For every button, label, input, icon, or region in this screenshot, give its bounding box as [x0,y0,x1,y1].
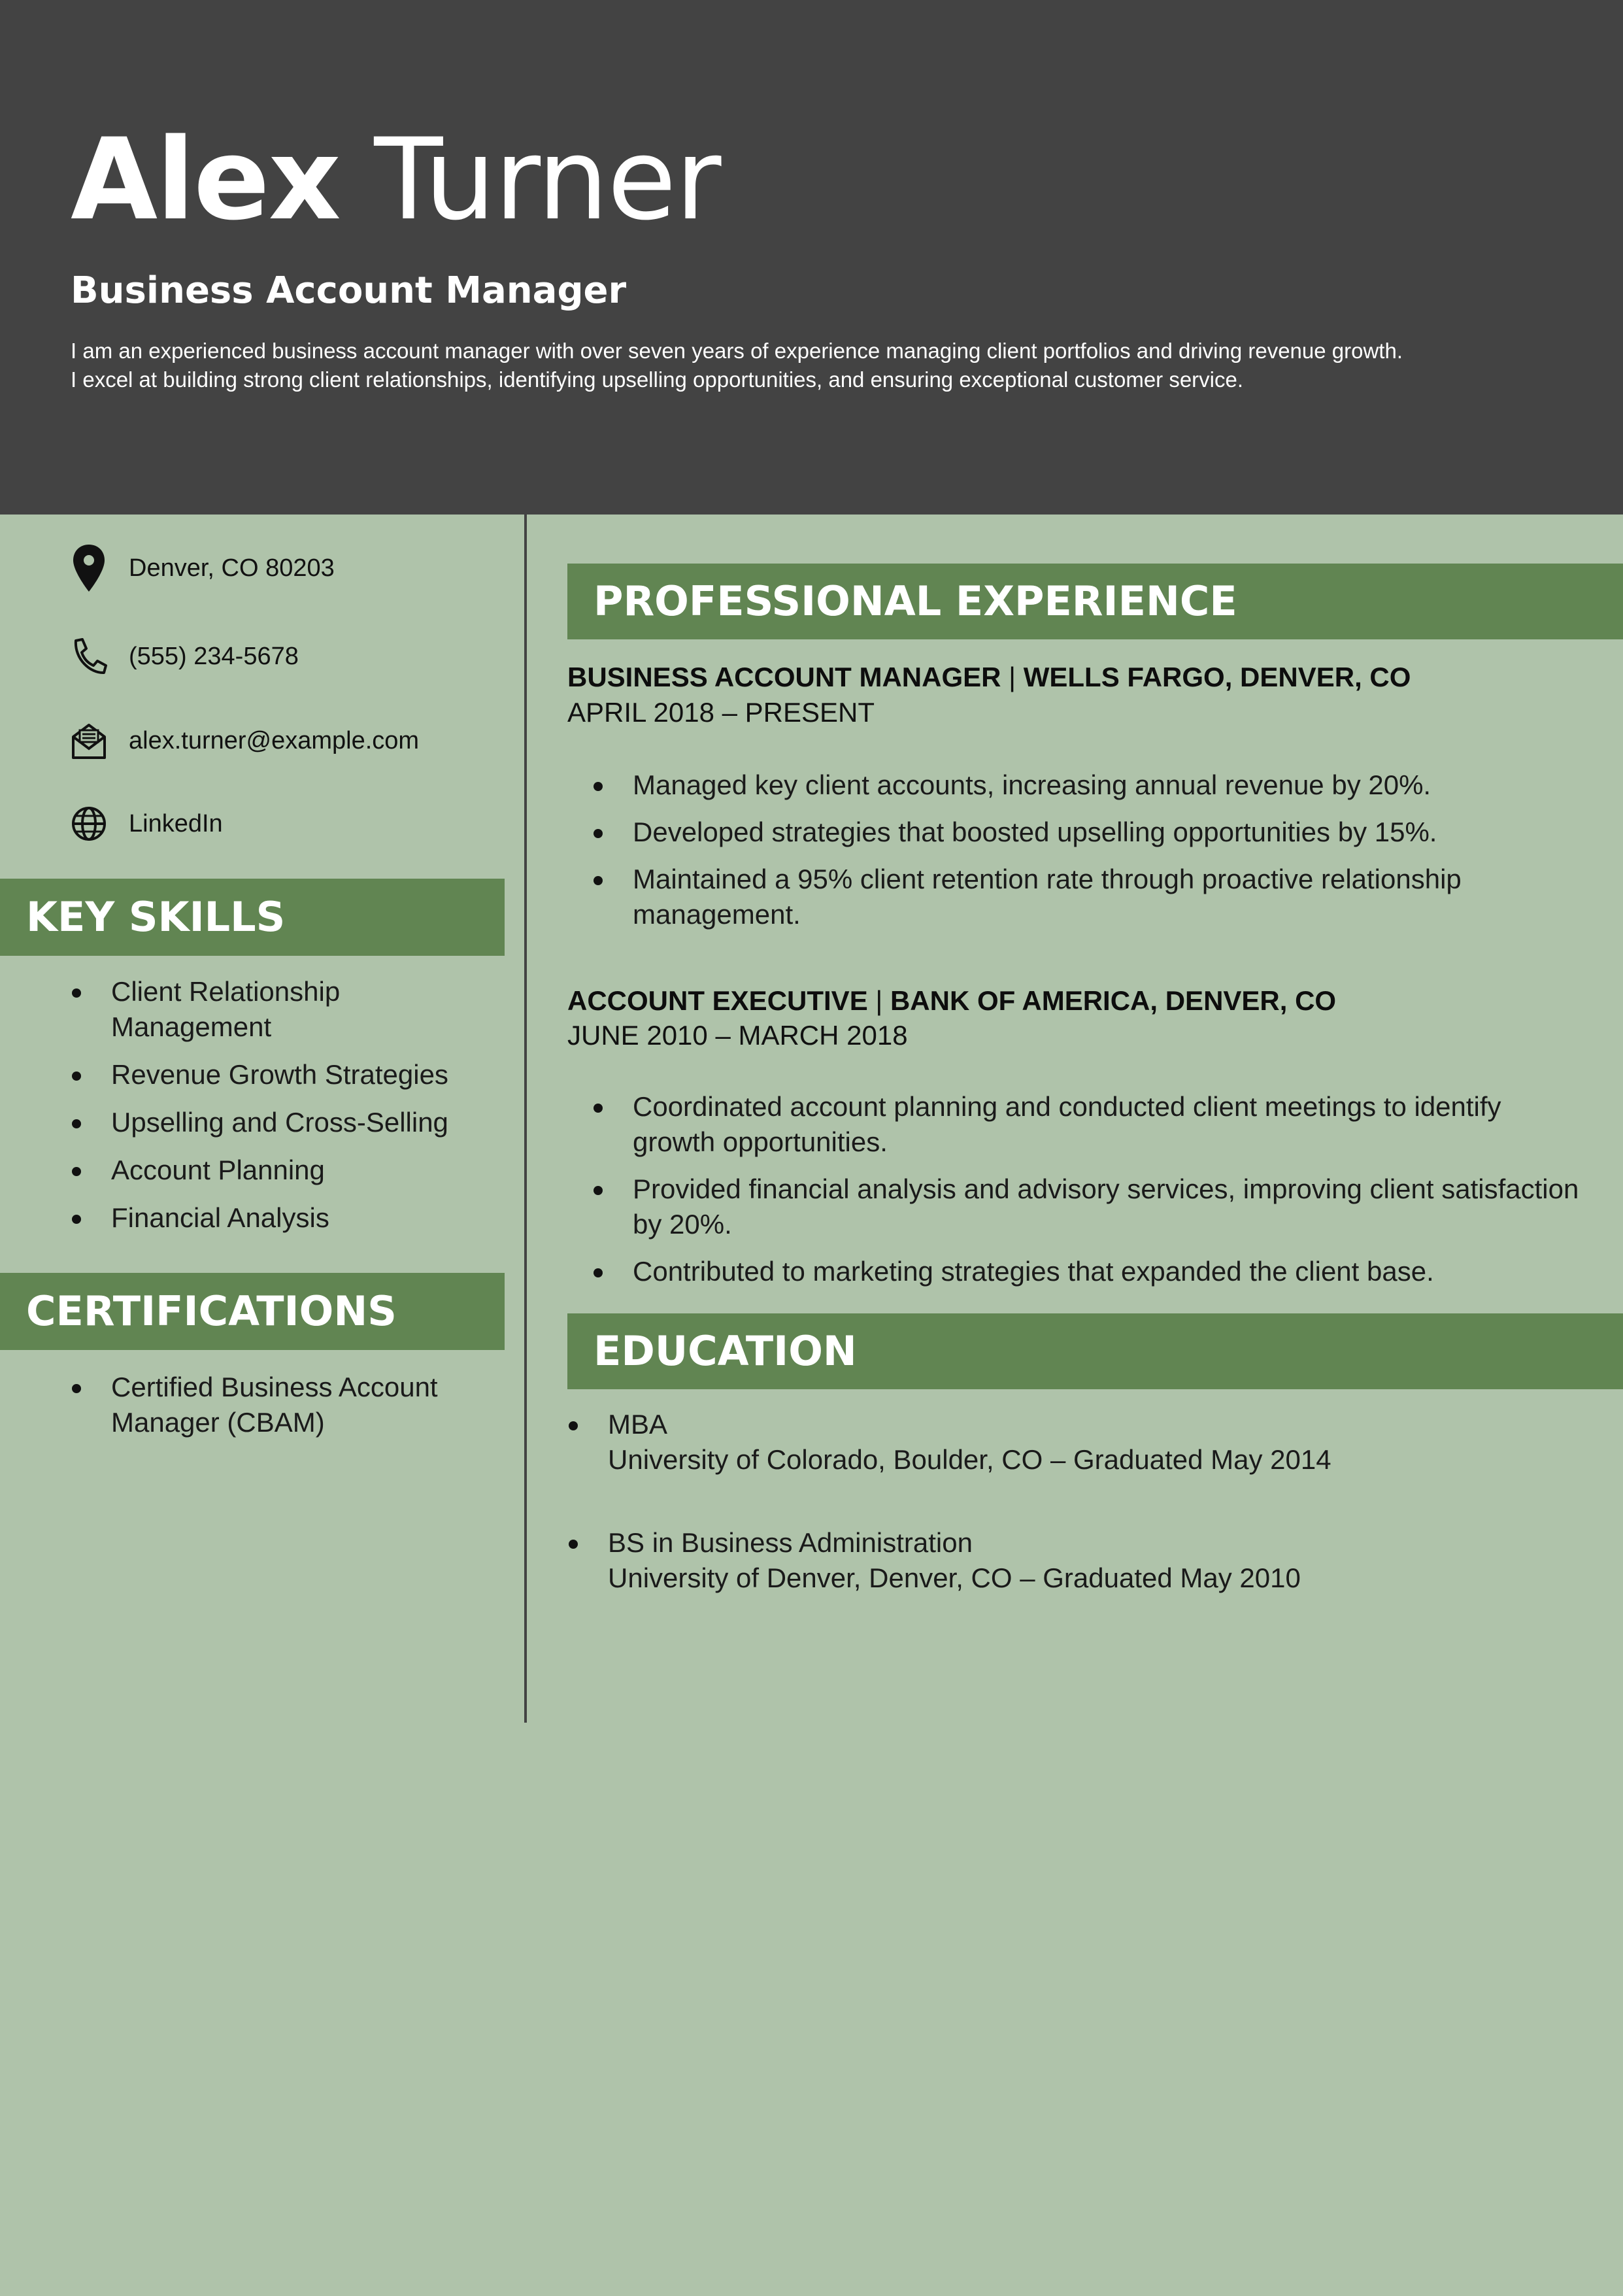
degree: MBA [608,1409,668,1440]
linkedin-text: LinkedIn [129,809,223,837]
job-company: WELLS FARGO, DENVER, CO [1023,662,1411,692]
job-duties-list [633,1089,1581,1301]
education-list [608,1407,1588,1644]
candidate-name [71,114,720,245]
degree: BS in Business Administration [608,1527,973,1558]
duty-item: Coordinated account planning and conducted client meetings to identify growth opportunities. [633,1089,1581,1160]
location-text: Denver, CO 80203 [129,554,335,582]
contact-linkedin [71,798,223,850]
summary-line: I excel at building strong client relationships, identifying upselling opportunities, and ensuring exceptional customer service. [71,367,1244,392]
contact-phone [71,630,299,683]
certifications-heading: CERTIFICATIONS [0,1273,505,1350]
skill-item: Client Relationship Management [111,974,503,1045]
job-role: BUSINESS ACCOUNT MANAGER [567,662,1001,692]
job-dates: JUNE 2010 – MARCH 2018 [567,1020,908,1051]
school: University of Denver, Denver, CO – Graduated May 2010 [608,1562,1301,1593]
resume-header [0,0,1623,515]
map-pin-icon [71,542,107,594]
phone-text: (555) 234-5678 [129,642,299,670]
duty-item: Maintained a 95% client retention rate through proactive relationship management. [633,862,1581,932]
separator: | [875,985,883,1016]
education-heading: EDUCATION [567,1313,1623,1389]
skill-item: Financial Analysis [111,1200,503,1236]
job-title: Business Account Manager [71,269,627,312]
duty-item: Managed key client accounts, increasing annual revenue by 20%. [633,768,1581,803]
experience-heading: PROFESSIONAL EXPERIENCE [567,564,1623,639]
job-duties-list [633,768,1581,944]
contact-email [71,715,419,767]
key-skills-heading: KEY SKILLS [0,879,505,956]
email-text: alex.turner@example.com [129,726,420,754]
education-item [608,1407,1588,1477]
education-item [608,1525,1588,1596]
last-name: Turner [374,114,720,245]
school: University of Colorado, Boulder, CO – Graduated May 2014 [608,1444,1331,1475]
separator: | [1009,662,1016,692]
skill-item: Revenue Growth Strategies [111,1057,503,1092]
duty-item: Provided financial analysis and advisory services, improving client satisfaction by 20%. [633,1172,1581,1242]
globe-icon [71,798,107,850]
job-heading [567,660,1411,694]
certifications-list [111,1370,503,1440]
certification-item: Certified Business Account Manager (CBAM) [111,1370,503,1440]
summary-line: I am an experienced business account manager with over seven years of experience managing client portfolios and driving revenue growth. [71,339,1403,363]
duty-item: Developed strategies that boosted upselling opportunities by 15%. [633,815,1581,850]
job-heading [567,984,1336,1018]
job-company: BANK OF AMERICA, DENVER, CO [890,985,1337,1016]
duty-item: Contributed to marketing strategies that expanded the client base. [633,1254,1581,1289]
skills-list [111,974,503,1248]
summary [71,337,1594,394]
job-dates: APRIL 2018 – PRESENT [567,697,875,728]
first-name: Alex [71,114,340,245]
skill-item: Upselling and Cross-Selling [111,1105,503,1140]
column-divider [524,515,527,1723]
envelope-icon [71,715,107,767]
phone-icon [71,630,107,683]
job-role: ACCOUNT EXECUTIVE [567,985,868,1016]
skill-item: Account Planning [111,1153,503,1188]
contact-location [71,542,335,594]
